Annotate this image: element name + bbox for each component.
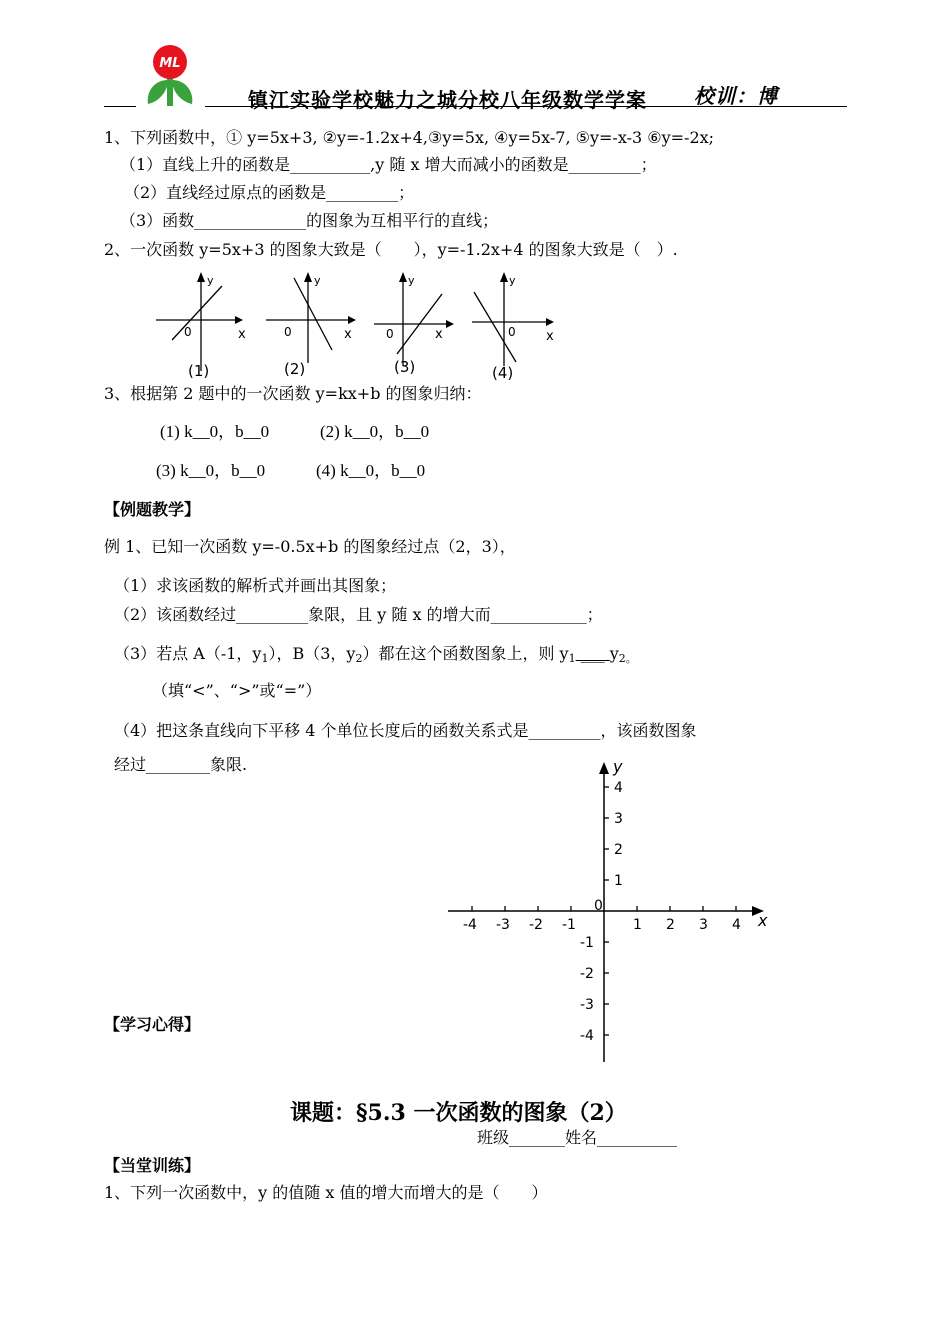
graph-2-y-label: y: [314, 274, 321, 287]
q3-answer-4: (4) k__0，b__0: [316, 461, 426, 480]
graph-3: [374, 272, 454, 376]
graph-1: [156, 272, 246, 380]
training-heading: 【当堂训练】: [104, 1156, 201, 1175]
graph-2-origin: 0: [284, 325, 292, 339]
x-tick-label: -4: [463, 917, 477, 933]
school-motto: 校训：博: [694, 84, 778, 108]
logo-stem: [167, 76, 173, 106]
x-axis-label: x: [758, 911, 768, 930]
q1-part1: （1）直线上升的函数是__________,y 随 x 增大而减小的函数是_________；: [120, 155, 657, 174]
class-name-field: 班级_______姓名__________: [477, 1128, 678, 1147]
graph-1-x-label: x: [238, 327, 246, 342]
x-tick-label: 2: [666, 917, 675, 933]
graph-1-y-label: y: [207, 274, 214, 287]
x-tick-label: 3: [699, 917, 708, 933]
y-tick-label: 3: [614, 811, 623, 827]
graph-1-origin: 0: [184, 325, 192, 339]
q3-answer-2: (2) k__0，b__0: [320, 422, 430, 441]
graph-3-y-label: y: [408, 274, 415, 287]
y-axis-arrow: [599, 762, 609, 774]
logo-leaf-right: [172, 80, 192, 104]
x-tick-label: -3: [496, 917, 510, 933]
example-heading: 【例题教学】: [104, 500, 201, 519]
graph-4-origin: 0: [508, 325, 516, 339]
x-tick-label: 1: [633, 917, 642, 933]
graph-3-origin: 0: [386, 327, 394, 341]
example-part3-hint: （填“<”、“>”或“=”）: [152, 681, 322, 700]
graph-4-label: (4): [492, 364, 514, 382]
logo: [140, 40, 200, 108]
q3-answer-1: (1) k__0，b__0: [160, 422, 270, 441]
graph-2-x-label: x: [344, 327, 352, 342]
y-tick-label: -2: [580, 966, 594, 982]
x-tick-label: 4: [732, 917, 741, 933]
header-rule-left: [104, 106, 136, 107]
y-tick-label: 4: [614, 780, 623, 796]
example-part2: （2）该函数经过_________象限，且 y 随 x 的增大而____________；: [114, 605, 603, 624]
graph-4-x-label: x: [546, 329, 554, 344]
example-part3: （3）若点 A（-1，$y_1$），B（3，$y_2$）都在这个函数图象上，则 $y_1$ ___ $y_{2。}$: [114, 644, 637, 665]
graph-2: [266, 272, 356, 378]
y-axis-label: y: [613, 757, 623, 776]
graph-1-label: (1): [188, 362, 210, 380]
y-tick-label: -1: [580, 935, 594, 951]
x-tick-label: -2: [529, 917, 543, 933]
coordinate-plane: [440, 756, 780, 1068]
q1-stem: 1、下列函数中，① y=5x+3, ②y=-1.2x+4,③y=5x, ④y=5x-7, ⑤y=-x-3 ⑥y=-2x;: [104, 128, 715, 147]
q2-stem: 2、一次函数 y=5x+3 的图象大致是（ ），y=-1.2x+4 的图象大致是（ ）.: [104, 240, 678, 259]
x-tick-label: -1: [562, 917, 576, 933]
example-part4-line2: 经过________象限.: [114, 755, 248, 774]
header-title: 镇江实验学校魅力之城分校八年级数学学案: [248, 88, 647, 112]
graph-4-y-label: y: [509, 274, 516, 287]
logo-leaf-left: [148, 80, 168, 104]
y-tick-label: -3: [580, 997, 594, 1013]
graph-2-label: (2): [284, 360, 306, 378]
x-tick-label: 0: [594, 898, 603, 914]
graph-2-line: [294, 278, 332, 350]
training-q1: 1、下列一次函数中，y 的值随 x 值的增大而增大的是（ ）: [104, 1183, 548, 1202]
q1-part2: （2）直线经过原点的函数是_________；: [124, 183, 415, 202]
q3-answer-3: (3) k__0，b__0: [156, 461, 266, 480]
y-tick-label: -4: [580, 1028, 594, 1044]
lesson-title: 课题：§5.3 一次函数的图象（2）: [290, 1100, 627, 1126]
example-stem: 例 1、已知一次函数 y=-0.5x+b 的图象经过点（2，3），: [104, 537, 516, 556]
graph-3-label: (3): [394, 358, 416, 376]
q2-graphs: [150, 268, 570, 386]
y-tick-label: 1: [614, 873, 623, 889]
example-part1: （1）求该函数的解析式并画出其图象；: [114, 576, 397, 595]
q3-stem: 3、根据第 2 题中的一次函数 y=kx+b 的图象归纳：: [104, 384, 482, 403]
x-ticks: [463, 898, 741, 933]
example-part4-line1: （4）把这条直线向下平移 4 个单位长度后的函数关系式是_________，该函数图象: [114, 721, 697, 740]
reflection-heading: 【学习心得】: [104, 1015, 201, 1034]
graph-4: [472, 272, 554, 382]
graph-1-line: [172, 286, 222, 340]
logo-text: ML: [159, 56, 181, 71]
q1-part3: （3）函数______________的图象为互相平行的直线；: [120, 211, 499, 230]
y-tick-label: 2: [614, 842, 623, 858]
graph-3-x-label: x: [435, 327, 443, 342]
